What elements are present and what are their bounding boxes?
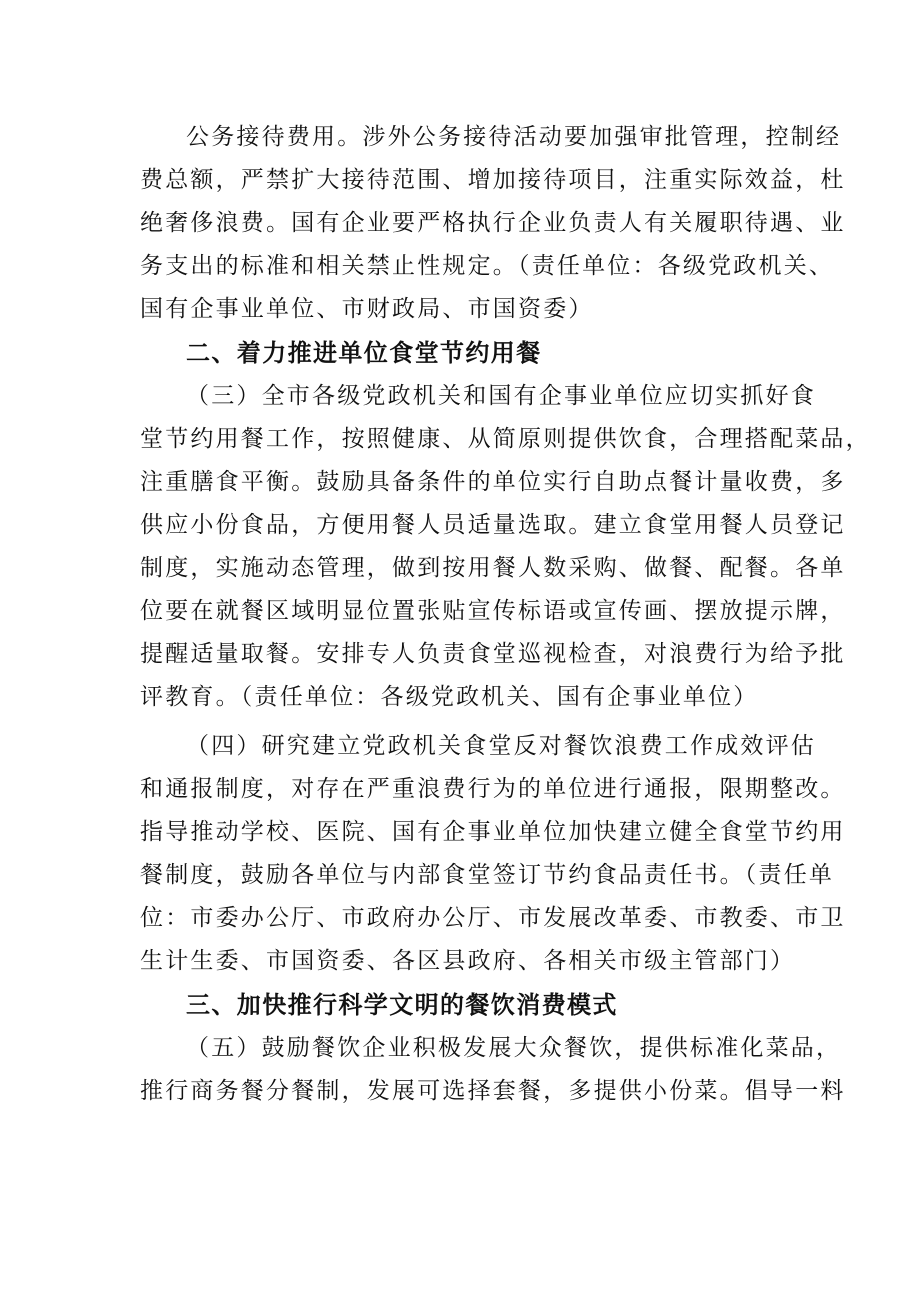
paragraph-line: 注重膳食平衡。鼓励具备条件的单位实行自助点餐计量收费，多 (140, 469, 846, 495)
section-heading: 二、着力推进单位食堂节约用餐 (186, 339, 542, 367)
paragraph-line: 堂节约用餐工作，按照健康、从简原则提供饮食，合理搭配菜品， (140, 426, 871, 452)
paragraph-line: 推行商务餐分餐制，发展可选择套餐，多提供小份菜。倡导一料 (140, 1078, 846, 1104)
paragraph-line: 餐制度，鼓励各单位与内部食堂签订节约食品责任书。（责任单 (140, 862, 835, 888)
paragraph-line: 位：市委办公厅、市政府办公厅、市发展改革委、市教委、市卫 (140, 905, 846, 931)
paragraph-line: 公务接待费用。涉外公务接待活动要加强审批管理，控制经 (186, 124, 842, 150)
paragraph-line: 费总额，严禁扩大接待范围、增加接待项目，注重实际效益，杜 (140, 167, 846, 193)
paragraph-line: （三）全市各级党政机关和国有企事业单位应切实抓好食 (186, 383, 816, 409)
paragraph-line: 指导推动学校、医院、国有企事业单位加快建立健全食堂节约用 (140, 819, 846, 845)
paragraph-line: 供应小份食品，方便用餐人员适量选取。建立食堂用餐人员登记 (140, 512, 846, 538)
paragraph-line: 制度，实施动态管理，做到按用餐人数采购、做餐、配餐。各单 (140, 555, 846, 581)
paragraph-line: 和通报制度，对存在严重浪费行为的单位进行通报，限期整改。 (140, 776, 846, 802)
paragraph-line: 务支出的标准和相关禁止性规定。（责任单位：各级党政机关、 (140, 253, 835, 279)
paragraph-line: （四）研究建立党政机关食堂反对餐饮浪费工作成效评估 (186, 733, 816, 759)
paragraph-line: 评教育。（责任单位：各级党政机关、国有企事业单位） (140, 684, 759, 710)
paragraph-line: 提醒适量取餐。安排专人负责食堂巡视检查，对浪费行为给予批 (140, 641, 846, 667)
section-heading: 三、加快推行科学文明的餐饮消费模式 (186, 991, 618, 1019)
paragraph-line: 绝奢侈浪费。国有企业要严格执行企业负责人有关履职待遇、业 (140, 210, 846, 236)
paragraph-line: 生计生委、市国资委、各区县政府、各相关市级主管部门） (140, 948, 796, 974)
paragraph-line: （五）鼓励餐饮企业积极发展大众餐饮，提供标准化菜品， (186, 1035, 842, 1061)
paragraph-line: 位要在就餐区域明显位置张贴宣传标语或宣传画、摆放提示牌， (140, 598, 846, 624)
paragraph-line: 国有企事业单位、市财政局、市国资委） (140, 296, 594, 322)
